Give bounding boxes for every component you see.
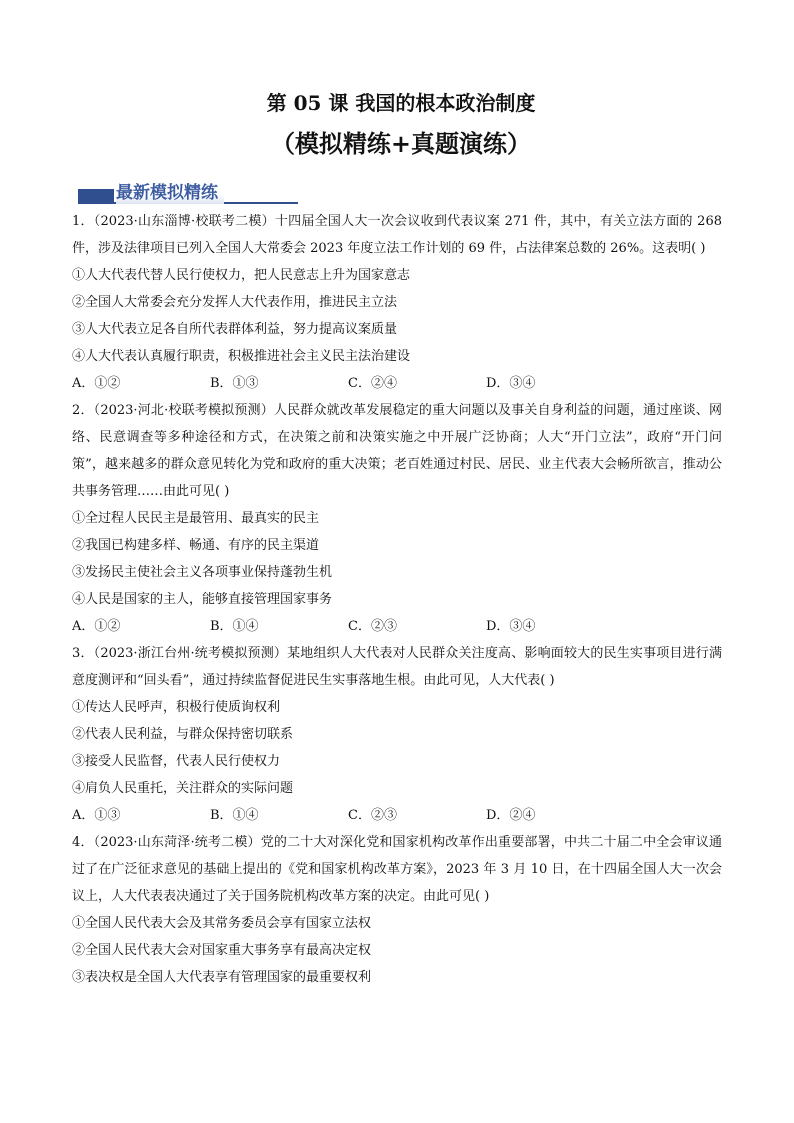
question-option: ③表决权是全国人大代表享有管理国家的最重要权利 bbox=[72, 970, 372, 985]
question-option: ④肩负人民重托，关注群众的实际问题 bbox=[72, 781, 294, 796]
question-option: ①人大代表代替人民行使权力，把人民意志上升为国家意志 bbox=[72, 268, 411, 283]
answer-choice-c: C．②③ bbox=[348, 619, 397, 634]
answer-choice-a: A．①③ bbox=[72, 808, 121, 823]
page-subtitle: （模拟精练+真题演练） bbox=[270, 129, 532, 158]
question-option: ③发扬民主使社会主义各项事业保持蓬勃生机 bbox=[72, 565, 333, 580]
question-4 bbox=[72, 829, 722, 991]
question-option: ③人大代表立足各自所代表群体利益，努力提高议案质量 bbox=[72, 322, 398, 337]
question-1 bbox=[72, 208, 722, 397]
answer-choice-a: A．①② bbox=[72, 619, 121, 634]
question-option: ①传达人民呼声，积极行使质询权利 bbox=[72, 700, 281, 715]
question-stem: 4．（2023·山东菏泽·统考二模）党的二十大对深化党和国家机构改革作出重要部署，中共二十届二中全会审议通过了在广泛征求意见的基础上提出的《党和国家机构改革方案》，2023 年 3 月 10 日，在十四届全国人大一次会议上，人大代表表决通过了关于国务院机构改革方案的决定。由此可见( ) bbox=[72, 835, 722, 904]
answer-choice-b: B．①④ bbox=[210, 619, 259, 634]
question-option: ③接受人民监督，代表人民行使权力 bbox=[72, 754, 281, 769]
question-option: ①全过程人民民主是最管用、最真实的民主 bbox=[72, 511, 320, 526]
question-option: ②代表人民利益，与群众保持密切联系 bbox=[72, 727, 294, 742]
section-marker-bar bbox=[78, 189, 114, 203]
answer-choice-b: B．①③ bbox=[210, 376, 259, 391]
question-stem: 2．（2023·河北·校联考模拟预测）人民群众就改革发展稳定的重大问题以及事关自身利益的问题，通过座谈、网络、民意调查等多种途径和方式，在决策之前和决策实施之中开展广泛协商；人大“开门立法”，政府“开门问策”，越来越多的群众意见转化为党和政府的重大决策；老百姓通过村民、居民、业主代表大会畅所欲言，推动公共事务管理……由此可见( ) bbox=[72, 403, 722, 499]
question-2 bbox=[72, 397, 722, 640]
question-3 bbox=[72, 640, 722, 829]
question-option: ④人民是国家的主人，能够直接管理国家事务 bbox=[72, 592, 333, 607]
answer-choice-c: C．②④ bbox=[348, 376, 397, 391]
question-option: ②全国人大常委会充分发挥人大代表作用，推进民主立法 bbox=[72, 295, 398, 310]
answer-choice-d: D．③④ bbox=[486, 619, 536, 634]
answer-choice-c: C．②③ bbox=[348, 808, 397, 823]
answer-choice-d: D．③④ bbox=[486, 376, 536, 391]
question-stem: 1．（2023·山东淄博·校联考二模）十四届全国人大一次会议收到代表议案 271 件，其中，有关立法方面的 268 件，涉及法律项目已列入全国人大常委会 2023 年度立法工作计划的 69 件，占法律案总数的 26%。这表明( ) bbox=[72, 214, 722, 256]
answer-choices bbox=[72, 613, 722, 640]
question-option: ④人大代表认真履行职责，积极推进社会主义民主法治建设 bbox=[72, 349, 411, 364]
question-option: ①全国人民代表大会及其常务委员会享有国家立法权 bbox=[72, 916, 372, 931]
question-option: ②我国已构建多样、畅通、有序的民主渠道 bbox=[72, 538, 320, 553]
answer-choice-b: B．①④ bbox=[210, 808, 259, 823]
section-title: 最新模拟精练 bbox=[116, 182, 224, 204]
answer-choices bbox=[72, 802, 722, 829]
section-header bbox=[72, 182, 722, 206]
page-title: 第 05 课 我国的根本政治制度 bbox=[266, 91, 536, 115]
answer-choice-d: D．②④ bbox=[486, 808, 536, 823]
document-page bbox=[72, 90, 722, 991]
answer-choices bbox=[72, 370, 722, 397]
question-stem: 3．（2023·浙江台州·统考模拟预测）某地组织人大代表对人民群众关注度高、影响面较大的民生实事项目进行满意度测评和“回头看”，通过持续监督促进民生实事落地生根。由此可见，人大代表( ) bbox=[72, 646, 722, 688]
question-option: ②全国人民代表大会对国家重大事务享有最高决定权 bbox=[72, 943, 372, 958]
answer-choice-a: A．①② bbox=[72, 376, 121, 391]
